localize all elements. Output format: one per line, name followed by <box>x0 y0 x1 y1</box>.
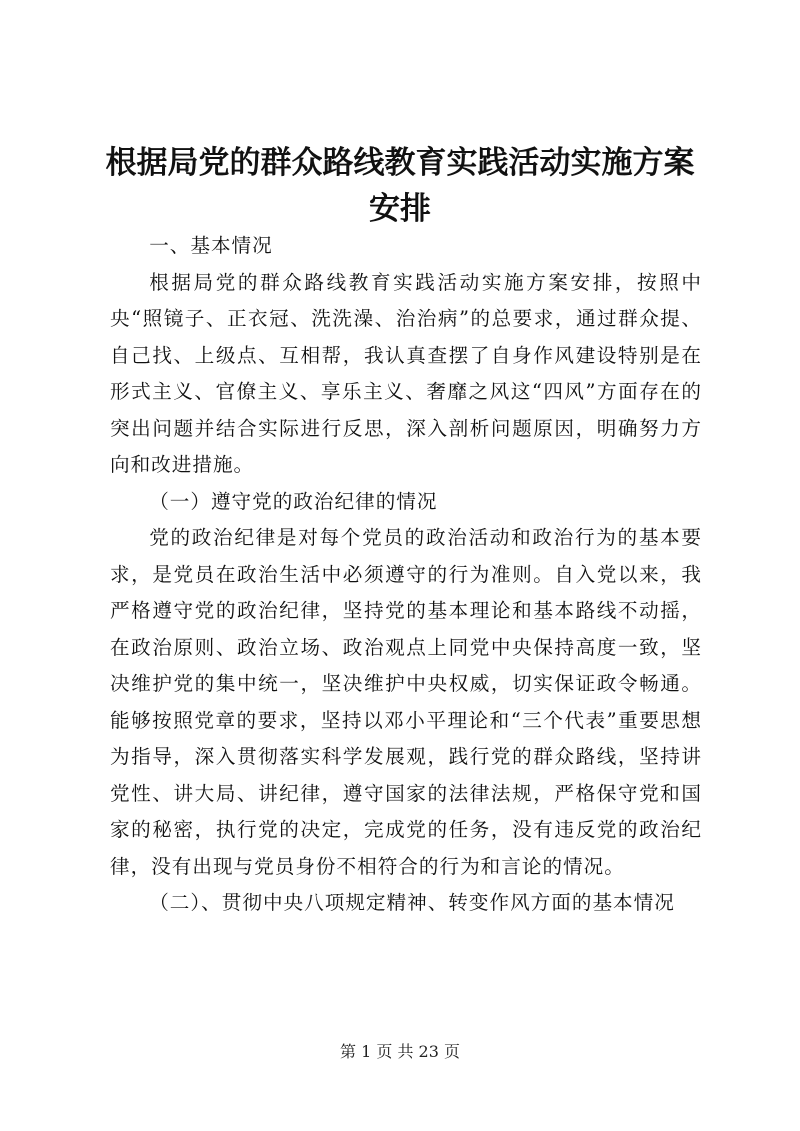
body-paragraph: 党的政治纪律是对每个党员的政治活动和政治行为的基本要求，是党员在政治生活中必须遵守的行为准则。自入党以来，我严格遵守党的政治纪律，坚持党的基本理论和基本路线不动摇，在政治原则、政治立场、政治观点上同党中央保持高度一致，坚决维护党的集中统一，坚决维护中央权威，切实保证政令畅通。能够按照党章的要求，坚持以邓小平理论和“三个代表”重要思想为指导，深入贯彻落实科学发展观，践行党的群众路线，坚持讲党性、讲大局、讲纪律，遵守国家的法律法规，严格保守党和国家的秘密，执行党的决定，完成党的任务，没有违反党的政治纪律，没有出现与党员身份不相符合的行为和言论的情况。 <box>110 526 702 878</box>
section-heading: 一、基本情况 <box>149 234 273 257</box>
document-title: 根据局党的群众路线教育实践活动实施方案安排 <box>105 145 695 227</box>
body-paragraph: 根据局党的群众路线教育实践活动实施方案安排，按照中央“照镜子、正衣冠、洗洗澡、治治病”的总要求，通过群众提、自己找、上级点、互相帮，我认真查摆了自身作风建设特别是在形式主义、官僚主义、享乐主义、奢靡之风这“四风”方面存在的突出问题并结合实际进行反思，深入剖析问题原因，明确努力方向和改进措施。 <box>110 270 702 476</box>
page-number-footer: 第 1 页 共 23 页 <box>340 1042 460 1061</box>
subsection-heading: （一）遵守党的政治纪律的情况 <box>149 489 438 513</box>
subsection-heading: （二）、贯彻中央八项规定精神、转变作风方面的基本情况 <box>149 891 675 914</box>
document-body <box>110 228 702 922</box>
